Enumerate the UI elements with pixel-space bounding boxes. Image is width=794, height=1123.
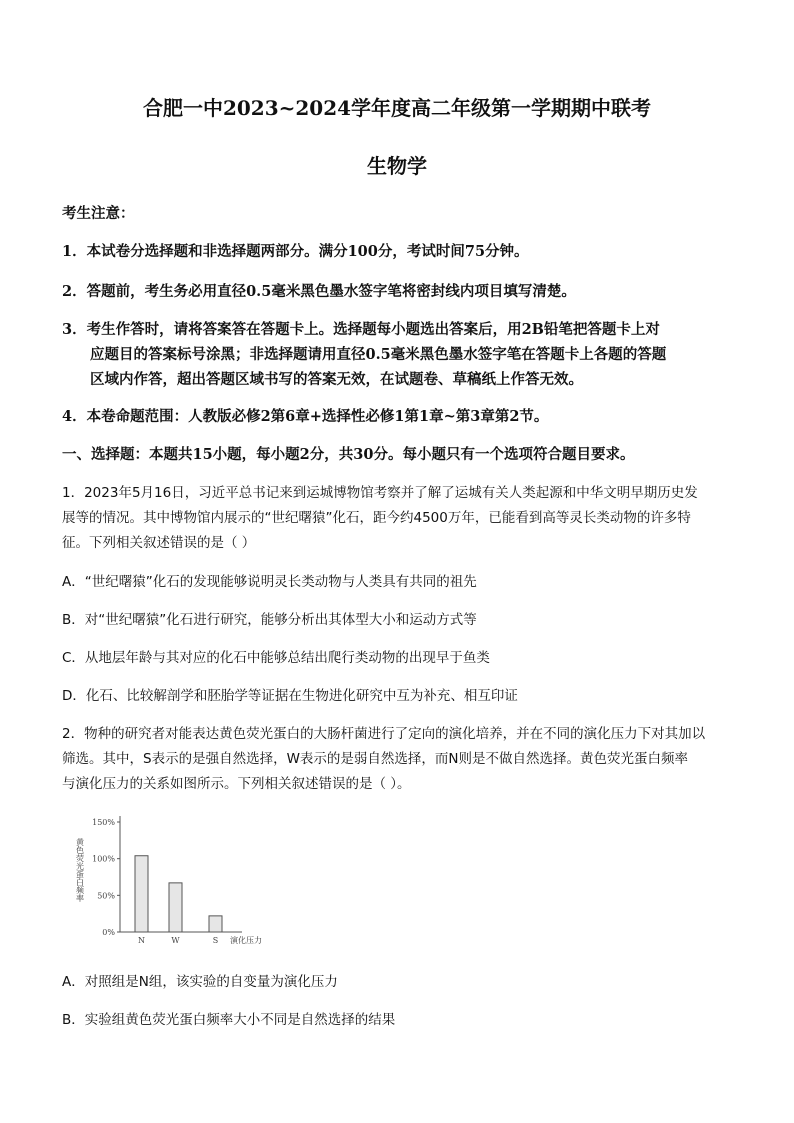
- x-tick-label: S: [212, 936, 219, 945]
- y-axis-label: 黄色荧光蛋白频率: [75, 838, 85, 902]
- exam-title: 合肥一中2023~2024学年度高二年级第一学期期中联考: [142, 96, 652, 120]
- x-axis-label: 演化压力: [230, 936, 262, 945]
- question-1-option-d: D．化石、比较解剖学和胚胎学等证据在生物进化研究中互为补充、相互印证: [62, 688, 518, 704]
- x-tick-label: N: [138, 936, 145, 945]
- question-2-option-a: A．对照组是N组，该实验的自变量为演化压力: [62, 974, 338, 990]
- notice-item-3: 3．考生作答时，请将答案答在答题卡上。选择题每小题选出答案后，用2B铅笔把答题卡上对: [62, 321, 660, 338]
- question-1-option-a: A．“世纪曙猿”化石的发现能够说明灵长类动物与人类具有共同的祖先: [62, 574, 477, 590]
- notice-item-1: 1．本试卷分选择题和非选择题两部分。满分100分，考试时间75分钟。: [62, 243, 529, 260]
- bar-W: [169, 883, 182, 932]
- y-tick-label: 50%: [97, 891, 115, 901]
- question-2-stem-line-1: 2．物种的研究者对能表达黄色荧光蛋白的大肠杆菌进行了定向的演化培养，并在不同的演化压力下对其加以: [62, 726, 706, 742]
- bar-N: [135, 856, 148, 932]
- question-1-stem-line-1: 1．2023年5月16日，习近平总书记来到运城博物馆考察并了解了运城有关人类起源和中华文明早期历史发: [62, 485, 698, 501]
- question-1-stem-line-3: 征。下列相关叙述错误的是（ ）: [62, 535, 256, 551]
- y-tick-label: 150%: [92, 818, 115, 827]
- notice-item-2: 2．答题前，考生务必用直径0.5毫米黑色墨水签字笔将密封线内项目填写清楚。: [62, 283, 576, 300]
- question-1-stem-line-2: 展等的情况。其中博物馆内展示的“世纪曙猿”化石，距今约4500万年，已能看到高等灵长类动物的许多特: [62, 510, 691, 526]
- y-tick-label: 0%: [102, 928, 115, 937]
- question-2-stem-line-2: 筛选。其中，S表示的是强自然选择，W表示的是弱自然选择，而N则是不做自然选择。黄色荧光蛋白频率: [62, 751, 689, 767]
- section-heading: 一、选择题：本题共15小题，每小题2分，共30分。每小题只有一个选项符合题目要求。: [62, 446, 635, 463]
- question-1-option-c: C．从地层年龄与其对应的化石中能够总结出爬行类动物的出现早于鱼类: [62, 650, 490, 666]
- notice-item-3-cont-2: 区域内作答，超出答题区域书写的答案无效，在试题卷、草稿纸上作答无效。: [90, 371, 583, 388]
- notice-item-4: 4．本卷命题范围：人教版必修2第6章+选择性必修1第1章~第3章第2节。: [62, 408, 549, 425]
- y-tick-label: 100%: [92, 854, 115, 864]
- bar-S: [209, 916, 222, 932]
- notice-heading: 考生注意：: [62, 205, 135, 222]
- question-2-option-b: B．实验组黄色荧光蛋白频率大小不同是自然选择的结果: [62, 1012, 396, 1028]
- question-2-stem-line-3: 与演化压力的关系如图所示。下列相关叙述错误的是（ ）。: [62, 776, 411, 792]
- x-tick-label: W: [171, 936, 180, 945]
- question-1-option-b: B．对“世纪曙猿”化石进行研究，能够分析出其体型大小和运动方式等: [62, 612, 477, 628]
- subject-title: 生物学: [367, 154, 427, 178]
- frequency-bar-chart: [62, 808, 262, 948]
- notice-item-3-cont-1: 应题目的答案标号涂黑；非选择题请用直径0.5毫米黑色墨水签字笔在答题卡上各题的答题: [90, 346, 667, 363]
